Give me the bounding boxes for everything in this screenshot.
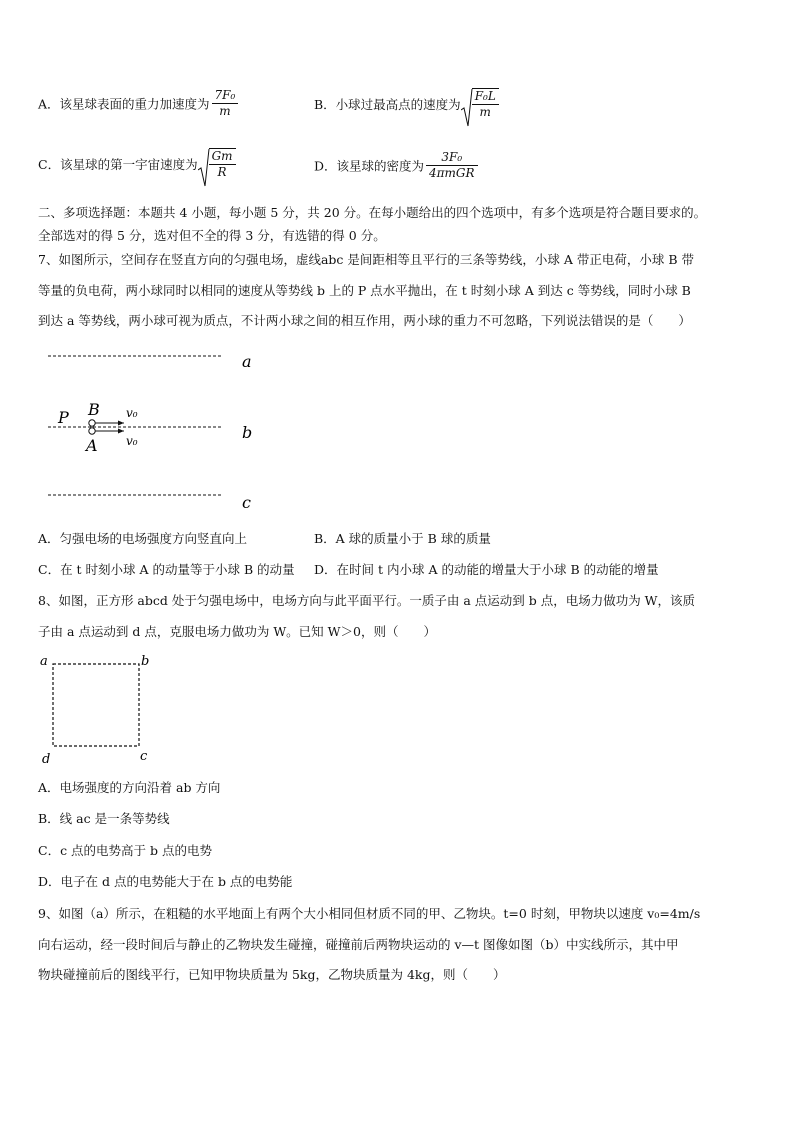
arrowhead-B-icon	[118, 421, 124, 426]
label-B: B	[88, 400, 100, 419]
q6-option-b-text: B．小球过最高点的速度为	[314, 97, 461, 112]
q7-stem-line-2: 等量的负电荷，两小球同时以相同的速度从等势线 b 上的 P 点水平抛出，在 t 时刻小球 A 到达 c 等势线，同时小球 B	[38, 283, 691, 298]
q9-stem-line-1: 9、如图（a）所示，在粗糙的水平地面上有两个大小相同但材质不同的甲、乙物块。t=0 时刻，甲物块以速度 v₀=4m/s	[38, 906, 701, 921]
q7-stem-line-3: 到达 a 等势线，两小球可视为质点，不计两小球之间的相互作用，两小球的重力不可忽略，下列说法错误的是（ ）	[38, 313, 691, 328]
label-a: a	[242, 352, 252, 371]
label-v0-bottom: v₀	[126, 434, 138, 448]
label-A: A	[86, 436, 98, 455]
q6-option-d-text: D．该星球的密度为	[314, 158, 425, 174]
q7-figure	[38, 345, 278, 520]
q6-option-c-text: C．该星球的第一宇宙速度为	[38, 157, 198, 172]
q6-option-b-numerator: F₀L	[472, 89, 499, 105]
q6-option-d-fraction	[426, 150, 478, 181]
q6-option-d-numerator: 3F₀	[426, 150, 478, 166]
q7-option-d: D．在时间 t 内小球 A 的动能的增量大于小球 B 的动能的增量	[314, 562, 659, 577]
q8-option-d: D．电子在 d 点的电势能大于在 b 点的电势能	[38, 874, 293, 889]
label-a: a	[40, 654, 48, 669]
q8-figure	[38, 652, 158, 767]
ball-A	[89, 428, 95, 434]
q6-option-d-denominator: 4πmGR	[429, 166, 475, 180]
q6-option-b-sqrt	[461, 88, 499, 120]
q7-stem-line-1: 7、如图所示，空间存在竖直方向的匀强电场，虚线abc 是间距相等且平行的三条等势线，小球 A 带正电荷，小球 B 带	[38, 252, 694, 267]
section-2-header-line-1: 二、多项选择题：本题共 4 小题，每小题 5 分，共 20 分。在每小题给出的四个选项中，有多个选项是符合题目要求的。	[38, 205, 707, 220]
q6-option-c	[38, 148, 236, 180]
q7-option-b: B．A 球的质量小于 B 球的质量	[314, 531, 491, 546]
q7-option-a: A．匀强电场的电场强度方向竖直向上	[38, 531, 248, 546]
q6-option-b	[314, 88, 499, 120]
q6-option-c-sqrt	[198, 148, 236, 180]
q6-option-a-text: A．该星球表面的重力加速度为	[38, 96, 210, 112]
label-d: d	[42, 752, 51, 767]
label-P: P	[58, 408, 69, 427]
label-v0-top: v₀	[126, 406, 138, 420]
q9-stem-line-3: 物块碰撞前后的图线平行，已知甲物块质量为 5kg，乙物块质量为 4kg，则（ ）	[38, 967, 506, 982]
q9-stem-line-2: 向右运动，经一段时间后与静止的乙物块发生碰撞，碰撞前后两物块运动的 v—t 图像如图（b）中实线所示，其中甲	[38, 937, 679, 952]
q6-option-d	[314, 150, 480, 181]
q6-option-a-denominator: m	[219, 104, 231, 118]
arrowhead-A-icon	[118, 429, 124, 434]
label-b: b	[141, 654, 150, 669]
q6-option-a	[38, 88, 240, 119]
q8-stem-line-2: 子由 a 点运动到 d 点，克服电场力做功为 W。已知 W＞0，则（ ）	[38, 624, 436, 639]
q7-option-c: C．在 t 时刻小球 A 的动量等于小球 B 的动量	[38, 562, 295, 577]
section-2-header-line-2: 全部选对的得 5 分，选对但不全的得 3 分，有选错的得 0 分。	[38, 228, 386, 243]
q6-option-b-denominator: m	[479, 105, 491, 119]
radical-sign-icon	[198, 148, 210, 188]
ball-B	[89, 420, 95, 426]
q6-option-c-denominator: R	[217, 165, 227, 179]
q6-option-c-numerator: Gm	[209, 149, 236, 165]
q6-option-a-fraction	[212, 88, 239, 119]
q8-option-c: C．c 点的电势高于 b 点的电势	[38, 843, 212, 858]
q8-option-a: A．电场强度的方向沿着 ab 方向	[38, 780, 221, 795]
label-c: c	[242, 493, 251, 512]
q6-option-a-numerator: 7F₀	[212, 88, 239, 104]
square-abcd	[53, 664, 139, 746]
label-b: b	[242, 423, 253, 442]
label-c: c	[140, 749, 148, 764]
radical-sign-icon	[461, 88, 473, 128]
q8-stem-line-1: 8、如图，正方形 abcd 处于匀强电场中，电场方向与此平面平行。一质子由 a 点运动到 b 点，电场力做功为 W，该质	[38, 593, 696, 608]
q8-option-b: B．线 ac 是一条等势线	[38, 811, 170, 826]
